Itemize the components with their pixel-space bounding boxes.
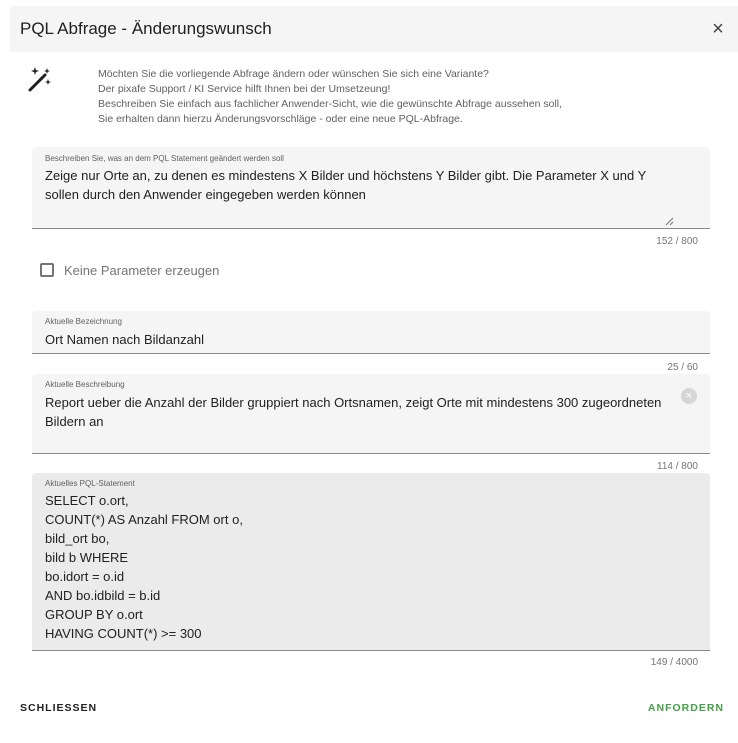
request-button[interactable]: ANFORDERN — [647, 702, 724, 714]
statement-field[interactable] — [32, 473, 710, 651]
statement-line: GROUP BY o.ort — [45, 607, 143, 622]
change-request-label: Beschreiben Sie, was an dem PQL Statement geändert werden soll — [45, 154, 284, 163]
statement-line: COUNT(*) AS Anzahl FROM ort o, — [45, 512, 243, 527]
intro-line: Möchten Sie die vorliegende Abfrage ändern oder wünschen Sie sich eine Variante? — [98, 68, 489, 80]
name-label: Aktuelle Bezeichnung — [45, 317, 122, 326]
intro-section — [22, 64, 712, 134]
description-label: Aktuelle Beschreibung — [45, 380, 125, 389]
statement-textarea[interactable] — [45, 491, 670, 643]
description-textarea[interactable]: Report ueber die Anzahl der Bilder gruppiert nach Ortsnamen, zeigt Orte mit mindestens 300 zugeordneten Bildern an — [45, 395, 662, 429]
intro-line: Sie erhalten dann hierzu Änderungsvorschläge - oder eine neue PQL-Abfrage. — [98, 113, 463, 125]
no-params-label[interactable]: Keine Parameter erzeugen — [64, 262, 220, 278]
statement-label: Aktuelles PQL-Statement — [45, 479, 135, 488]
dialog-title: PQL Abfrage - Änderungswunsch — [20, 19, 272, 38]
no-params-row[interactable] — [40, 260, 219, 280]
statement-line: bild_ort bo, — [45, 531, 110, 546]
dialog-header — [10, 6, 738, 52]
no-params-checkbox[interactable] — [40, 263, 54, 277]
name-counter: 25 / 60 — [667, 362, 698, 373]
statement-line: bo.idort = o.id — [45, 569, 125, 584]
description-counter: 114 / 800 — [657, 461, 698, 472]
change-request-counter: 152 / 800 — [656, 236, 698, 247]
change-request-field[interactable] — [32, 147, 710, 229]
intro-line: Beschreiben Sie einfach aus fachlicher Anwender-Sicht, wie die gewünschte Abfrage aussehen soll, — [98, 98, 563, 110]
close-icon[interactable]: × — [712, 18, 724, 40]
magic-wand-icon — [26, 66, 54, 94]
statement-line: HAVING COUNT(*) >= 300 — [45, 626, 202, 641]
name-field[interactable] — [32, 311, 710, 354]
resize-handle-icon[interactable] — [664, 216, 674, 226]
name-input[interactable]: Ort Namen nach Bildanzahl — [45, 332, 204, 347]
change-request-textarea[interactable]: Zeige nur Orte an, zu denen es mindestens X Bilder und höchstens Y Bilder gibt. Die Parameter X und Y sollen durch den Anwender eingegeben werden können — [45, 168, 647, 202]
intro-text — [98, 67, 562, 127]
statement-counter: 149 / 4000 — [650, 657, 698, 668]
statement-line: AND bo.idbild = b.id — [45, 588, 161, 603]
description-field[interactable] — [32, 374, 710, 454]
intro-line: Der pixafe Support / KI Service hilft Ihnen bei der Umsetzeung! — [98, 83, 391, 95]
statement-line: bild b WHERE — [45, 550, 129, 565]
close-button[interactable]: SCHLIESSEN — [20, 702, 98, 714]
statement-line: SELECT o.ort, — [45, 493, 129, 508]
clear-icon[interactable]: × — [681, 388, 697, 404]
